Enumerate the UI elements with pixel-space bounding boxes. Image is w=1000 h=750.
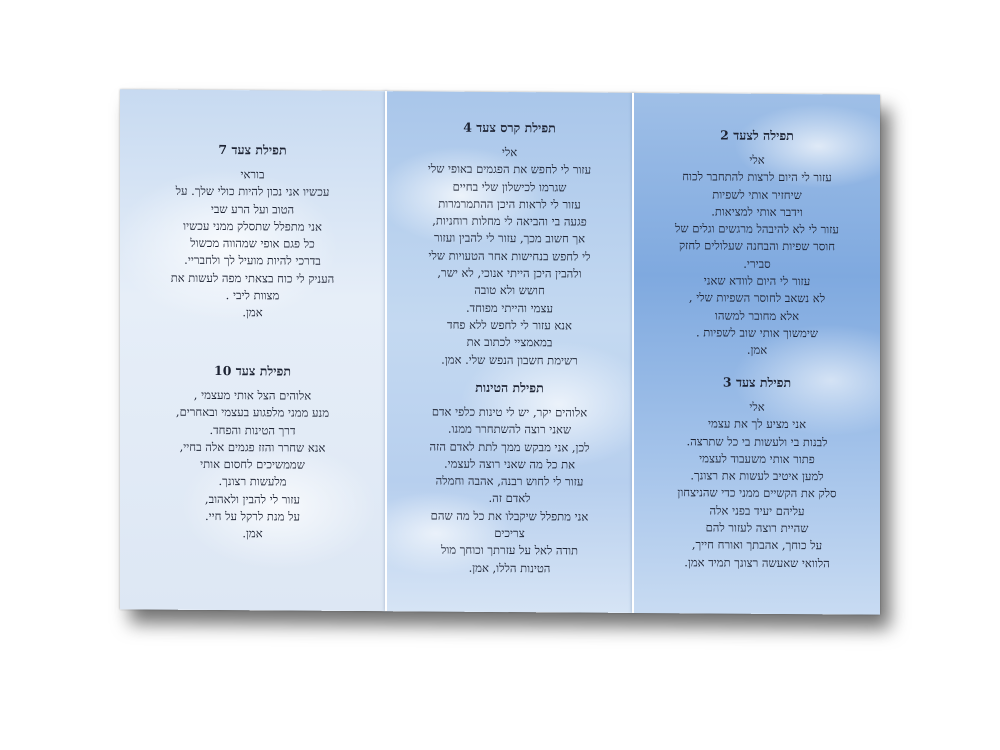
prayer-resentments xyxy=(397,379,622,578)
prayer-line: הטינות הללו, אמן. xyxy=(468,560,551,576)
prayer-line: חושש ולא טובה xyxy=(474,283,545,298)
prayer-line: אני מתפלל שתסלק ממני עכשיו xyxy=(183,218,322,234)
prayer-line: הלוואי שאעשה רצונך תמיד אמן. xyxy=(684,554,830,570)
prayer-line: אלי xyxy=(501,145,518,160)
prayer-line: אלוהים יקר, יש לי טינות כלפי אדם xyxy=(431,404,588,420)
prayer-line: מלעשות רצונך. xyxy=(218,474,287,489)
prayer-line: הטוב ועל הרע שבי xyxy=(210,201,295,217)
right-panel xyxy=(634,93,880,615)
brochure xyxy=(120,89,880,614)
prayer-line: אמן. xyxy=(242,305,263,320)
prayer-line: וידבר אותי למציאות. xyxy=(711,204,803,220)
prayer-line: את כל מה שאני רוצה לעצמי. xyxy=(443,456,576,472)
prayer-step10-title: תפילת צעד 10 xyxy=(214,363,291,379)
prayer-line: אמן. xyxy=(242,526,263,541)
prayer-line: שממשיכים לחסום אותי xyxy=(200,457,305,472)
prayer-line: רשימת חשבון הנפש שלי. אמן. xyxy=(441,352,578,368)
prayer-step4-title: תפילת קרס צעד 4 xyxy=(463,119,556,136)
prayer-line: לאדם זה. xyxy=(488,491,531,506)
prayer-line: שגרמו לכישלון שלי בחיים xyxy=(452,179,567,195)
middle-panel xyxy=(387,91,632,613)
prayer-line: על מנת לרקל על חיי. xyxy=(204,509,301,524)
prayer-line: עזור לי היום לוודא שאני xyxy=(703,273,811,289)
prayer-line: תודה לאל על עזרתך וכוחך מול xyxy=(440,542,579,558)
prayer-line: עזור לי היום לרצות להתחבר לכוח xyxy=(682,169,832,185)
prayer-line: סלק את הקשיים ממני כדי שהניצחון xyxy=(677,485,837,501)
prayer-line: אנא שחרר והזז פגמים אלה בחיי, xyxy=(179,439,326,455)
prayer-line: עזור לי לחוש רבנה, אהבה וחמלה xyxy=(435,473,584,489)
prayer-line: על כוחך, אהבתך ואורח חייך, xyxy=(691,537,823,553)
prayer-line: בדרכי להיות מועיל לך ולחבריי. xyxy=(184,253,321,269)
prayer-line: אנא עזור לי לחפש ללא פחד xyxy=(447,317,572,333)
prayer-resentments-title: תפילת הטינות xyxy=(475,379,544,396)
prayer-line: מנע ממני מלפגוע בעצמי ובאחרים, xyxy=(175,405,330,421)
prayer-line: ולהבין היכן הייתי אנוכי, לא ישר, xyxy=(437,265,582,281)
prayer-line: אלי xyxy=(749,399,765,414)
prayer-line: עצמי והייתי מפוחד. xyxy=(465,300,554,316)
prayer-line: חוסר שפיות והבחנה שעלולים לחזק xyxy=(678,238,836,254)
prayer-line: למען איטיב לעשות את רצונך. xyxy=(690,468,824,484)
prayer-line: העניק לי כוח בצאתי מפה לעשות את xyxy=(170,270,335,286)
prayer-line: עכשיו אני נכון להיות כולי שלך. על xyxy=(175,184,330,200)
prayer-line: אך חשוב מכך, עזור לי להבין ועזור xyxy=(433,231,586,247)
prayer-step3 xyxy=(644,374,870,573)
prayer-line: עליהם יעיד בפני אלה xyxy=(709,503,805,518)
prayer-line: לכן, אני מבקש ממך לתת לאדם הזה xyxy=(429,439,590,455)
prayer-line: שיחזיר אותי לשפיות xyxy=(712,187,802,202)
prayer-line: אלא מחובר למשהו xyxy=(714,308,800,323)
prayer-line: שאני רוצה להשתחרר ממנו. xyxy=(447,421,572,437)
prayer-line: צריכים xyxy=(494,526,525,541)
prayer-step2-title: תפילה לצעד 2 xyxy=(720,127,794,144)
prayer-line: פגעה בי והביאה לי מחלות רוחניות, xyxy=(432,213,587,229)
prayer-line: בוראי xyxy=(240,167,265,182)
prayer-line: לא נשאב לחוסר השפיות שלי , xyxy=(688,290,826,306)
prayer-line: מצוות ליבי . xyxy=(225,288,280,303)
prayer-line: לי לחפש בנחישות אחר הטעויות שלי xyxy=(428,248,591,264)
prayer-line: שימשוך אותי שוב לשפיות . xyxy=(695,325,818,341)
prayer-line: כל פגם אופי שמהווה מכשול xyxy=(190,236,315,251)
prayer-line: שהיית רוצה לעזור להם xyxy=(705,520,809,536)
prayer-line: עזור לי לחפש את הפגמים באופי שלי xyxy=(427,161,592,177)
prayer-step10 xyxy=(130,362,375,543)
prayer-line: אני מציע לך את עצמי xyxy=(708,416,806,432)
prayer-line: עזור לי לראות היכן ההתמרמרות xyxy=(438,196,581,212)
left-panel xyxy=(120,89,385,611)
prayer-line: אני מתפלל שיקבלו את כל מה שהם xyxy=(430,508,589,524)
prayer-line: דרך הטינות והפחד. xyxy=(209,422,296,438)
prayer-line: אלי xyxy=(749,152,765,167)
prayer-line: במאמציי לכתוב את xyxy=(466,335,553,350)
prayer-line: אמן. xyxy=(746,342,768,358)
prayer-step3-title: תפילת צעד 3 xyxy=(722,374,792,391)
prayer-line: עזור לי להבין ולאהוב, xyxy=(204,491,301,507)
prayer-line: פתור אותי משעבוד לעצמי xyxy=(699,451,815,467)
prayer-line: סבירי. xyxy=(743,256,771,271)
prayer-line: אלוהים הצל אותי מעצמי , xyxy=(193,387,312,403)
prayer-line: עזור לי לא להיבהל מרגשים וגלים של xyxy=(675,221,839,237)
prayer-step4 xyxy=(397,119,622,369)
prayer-step7 xyxy=(130,141,375,322)
prayer-step2 xyxy=(644,127,870,360)
prayer-line: לבנות בי ולעשות בי כל שתרצה. xyxy=(686,433,828,449)
prayer-step7-title: תפילת צעד 7 xyxy=(218,142,287,158)
